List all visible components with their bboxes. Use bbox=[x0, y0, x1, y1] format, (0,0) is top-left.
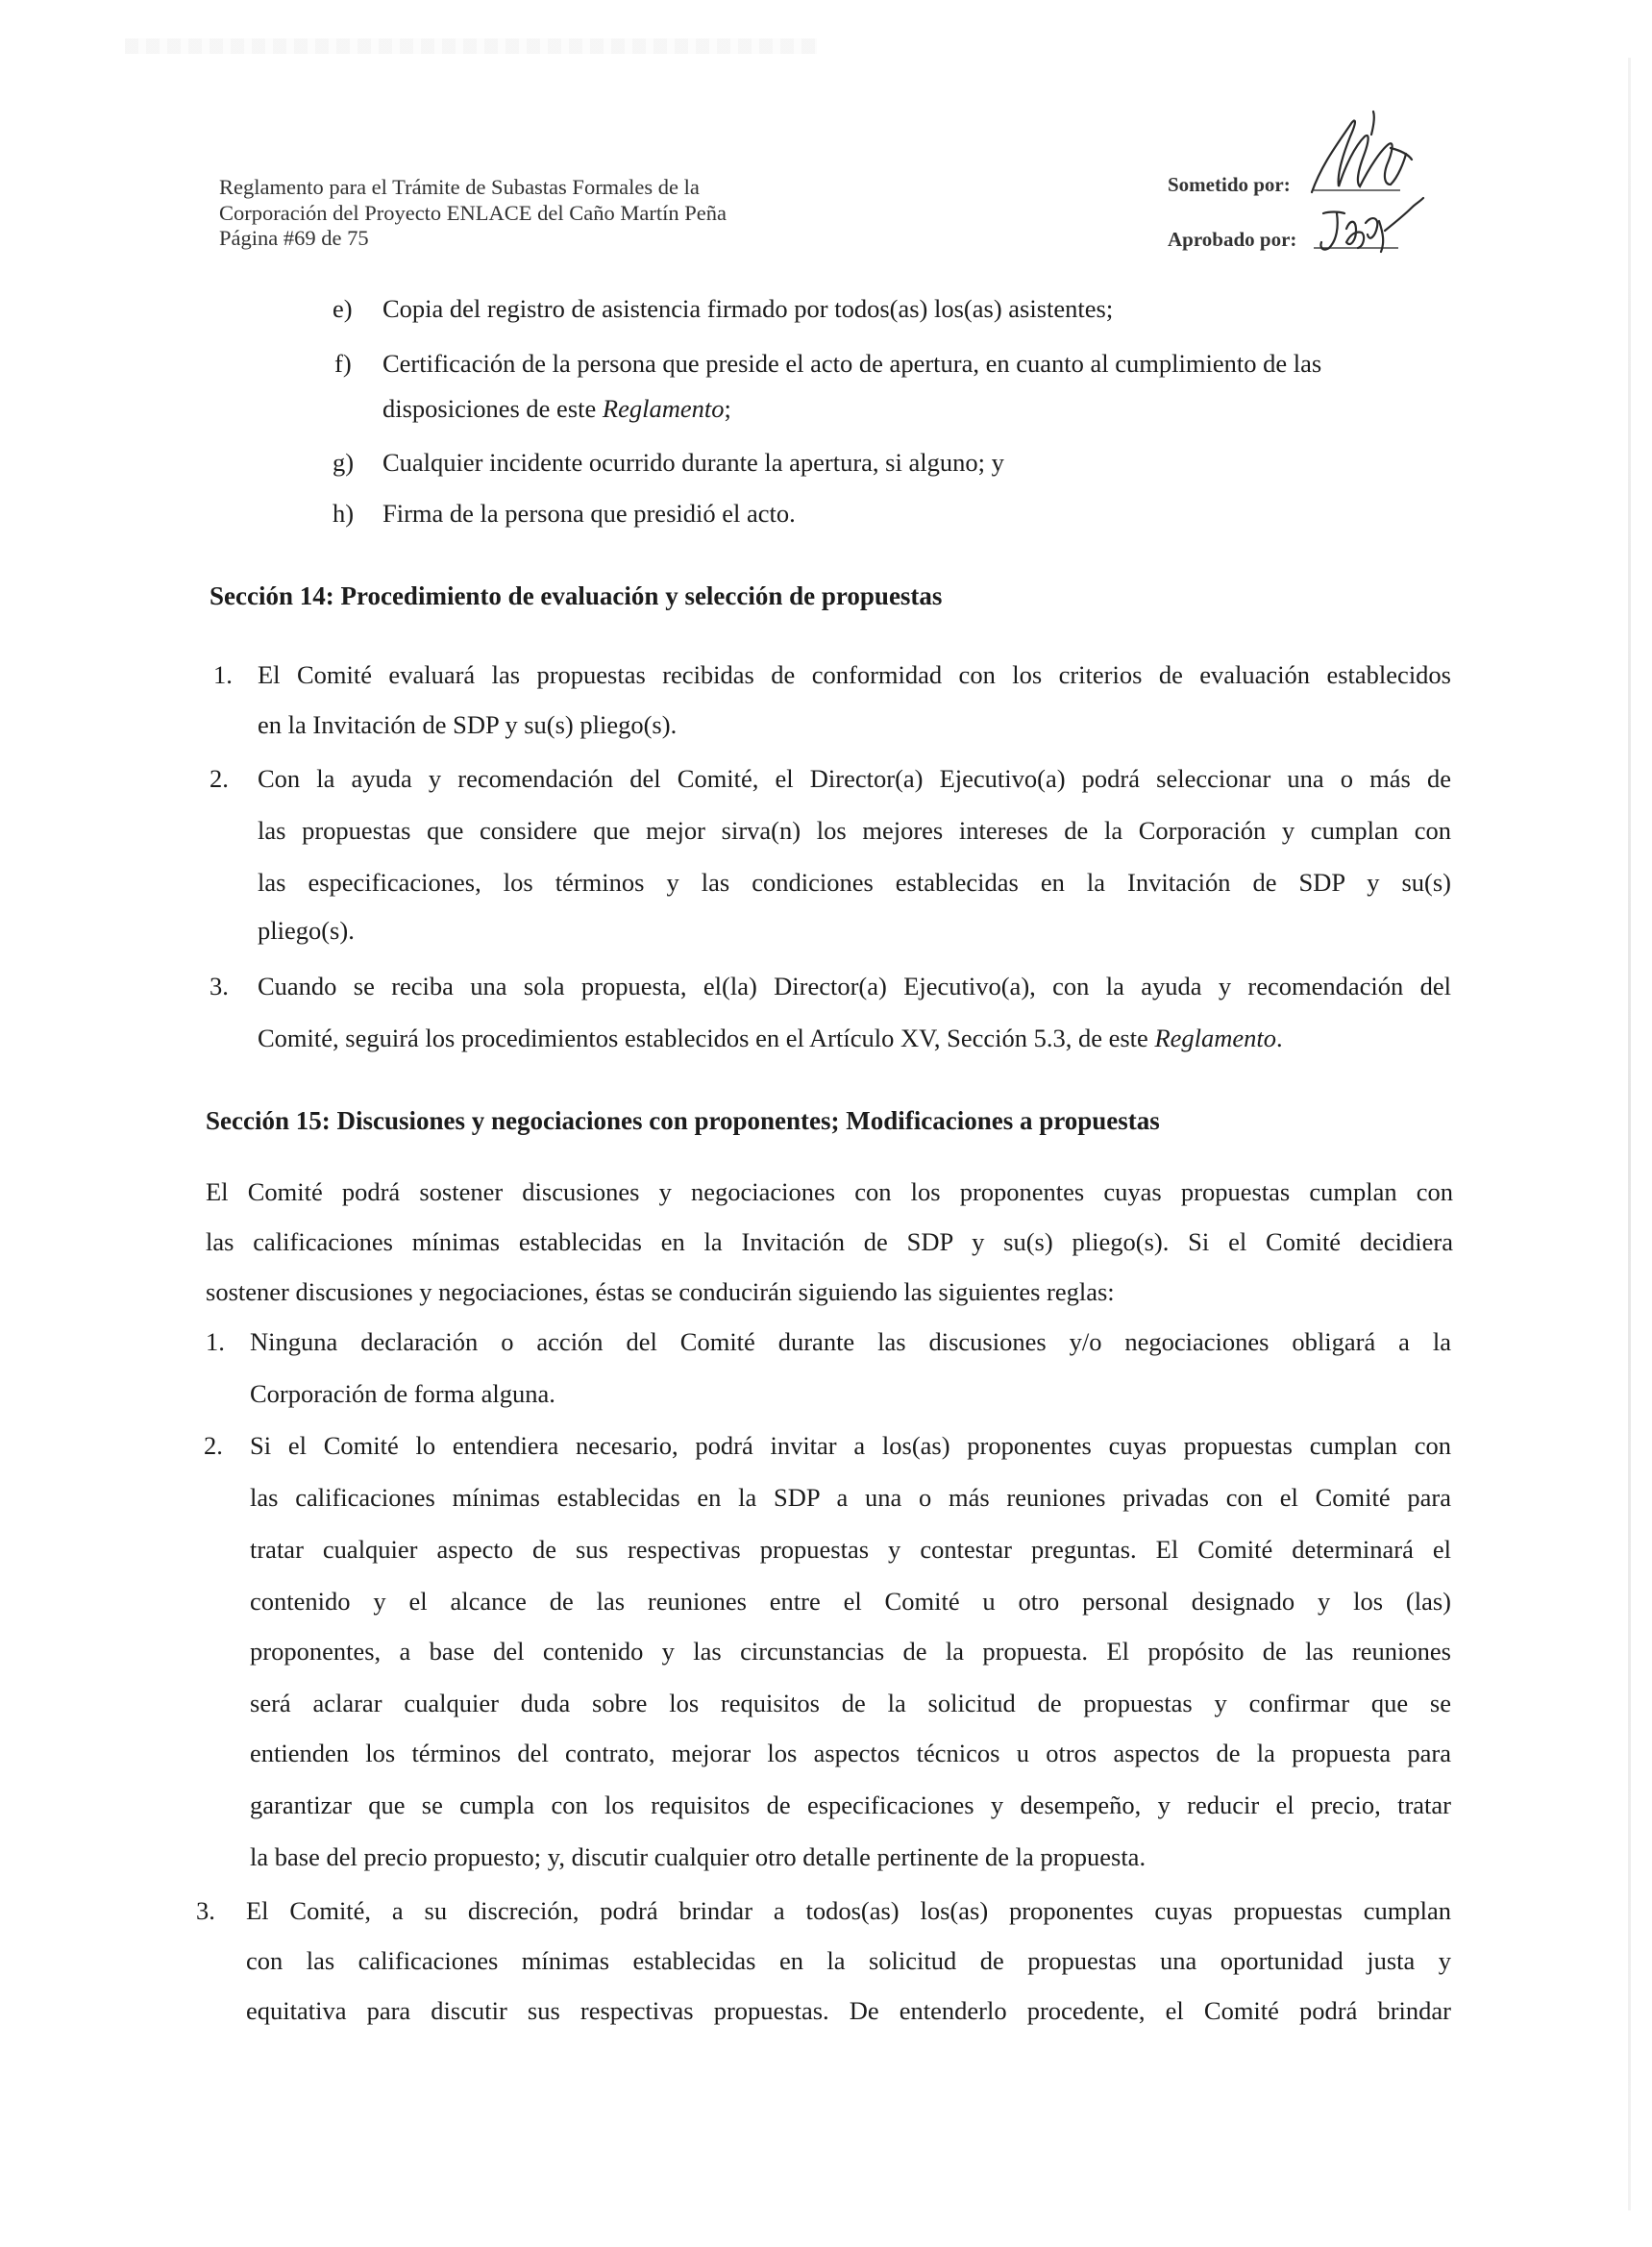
header-title-line1: Reglamento para el Trámite de Subastas Formales de la bbox=[219, 175, 700, 199]
list-item-text: Cualquier incidente ocurrido durante la apertura, si alguno; y bbox=[382, 448, 1004, 477]
paragraph-line: las calificaciones mínimas establecidas en la Invitación de SDP y su(s) pliego(s). Si el Comité decidiera bbox=[206, 1227, 1453, 1256]
section-15-heading: Sección 15: Discusiones y negociaciones con proponentes; Modificaciones a propuestas bbox=[206, 1106, 1160, 1135]
paragraph-line: sostener discusiones y negociaciones, éstas se conducirán siguiendo las siguientes reglas: bbox=[206, 1277, 1115, 1306]
list-item-text: las propuestas que considere que mejor sirva(n) los mejores intereses de la Corporación y cumplan con bbox=[258, 816, 1451, 845]
scan-artifact bbox=[125, 38, 817, 54]
sometido-label: Sometido por: bbox=[1168, 173, 1291, 196]
list-item-text: las especificaciones, los términos y las condiciones establecidas en la Invitación de SDP y su(s) bbox=[258, 868, 1451, 897]
list-item-text bbox=[258, 1021, 1283, 1055]
list-item-text: las calificaciones mínimas establecidas en la SDP a una o más reuniones privadas con el Comité para bbox=[250, 1483, 1451, 1512]
list-marker: e) bbox=[333, 294, 353, 323]
paragraph-line: El Comité podrá sostener discusiones y negociaciones con los proponentes cuyas propuestas cumplan con bbox=[206, 1177, 1453, 1206]
list-marker: 1. bbox=[206, 1327, 225, 1356]
sometido-signature bbox=[1312, 111, 1412, 192]
list-item-text: Ninguna declaración o acción del Comité durante las discusiones y/o negociaciones obligará a la bbox=[250, 1327, 1451, 1356]
text-run: ; bbox=[724, 394, 731, 423]
list-marker: g) bbox=[333, 448, 355, 477]
list-marker: 3. bbox=[210, 972, 229, 1000]
signature-marks bbox=[1168, 108, 1533, 281]
aprobado-label: Aprobado por: bbox=[1168, 228, 1297, 251]
scan-edge bbox=[1628, 58, 1631, 2210]
text-run: disposiciones de este bbox=[382, 394, 603, 423]
list-item-text: Cuando se reciba una sola propuesta, el(la) Director(a) Ejecutivo(a), con la ayuda y recomendación del bbox=[258, 972, 1451, 1000]
list-item-text: con las calificaciones mínimas establecidas en la solicitud de propuestas una oportunidad justa y bbox=[246, 1946, 1451, 1975]
list-item-text: tratar cualquier aspecto de sus respectivas propuestas y contestar preguntas. El Comité determinará el bbox=[250, 1535, 1451, 1564]
list-marker: 2. bbox=[204, 1431, 223, 1460]
reglamento-italic: Reglamento bbox=[1154, 1024, 1277, 1052]
list-item-text: Copia del registro de asistencia firmado por todos(as) los(as) asistentes; bbox=[382, 294, 1114, 323]
aprobado-signature bbox=[1320, 198, 1423, 252]
list-item-text: Con la ayuda y recomendación del Comité, el Director(a) Ejecutivo(a) podrá seleccionar una o más de bbox=[258, 764, 1451, 793]
header-title-line2: Corporación del Proyecto ENLACE del Caño Martín Peña bbox=[219, 200, 727, 225]
list-item-text bbox=[382, 391, 731, 426]
list-item-text: El Comité, a su discreción, podrá brindar a todos(as) los(as) proponentes cuyas propuestas cumplan bbox=[246, 1896, 1451, 1925]
list-item-text: Si el Comité lo entendiera necesario, podrá invitar a los(as) proponentes cuyas propuestas cumplan con bbox=[250, 1431, 1451, 1460]
list-item-text: garantizar que se cumpla con los requisitos de especificaciones y desempeño, y reducir el precio, tratar bbox=[250, 1790, 1451, 1819]
list-marker: f) bbox=[334, 349, 352, 378]
reglamento-italic: Reglamento bbox=[602, 394, 725, 423]
section-14-heading: Sección 14: Procedimiento de evaluación y selección de propuestas bbox=[210, 581, 943, 610]
running-header bbox=[219, 175, 892, 252]
header-page-number: Página #69 de 75 bbox=[219, 226, 369, 250]
list-item-text: pliego(s). bbox=[258, 916, 355, 945]
list-marker: 2. bbox=[210, 764, 229, 793]
list-item-text: contenido y el alcance de las reuniones entre el Comité u otro personal designado y los (las) bbox=[250, 1587, 1451, 1616]
list-item-text: la base del precio propuesto; y, discutir cualquier otro detalle pertinente de la propuesta. bbox=[250, 1842, 1147, 1871]
list-item-text: proponentes, a base del contenido y las circunstancias de la propuesta. El propósito de las reuniones bbox=[250, 1637, 1451, 1666]
list-item-text: Corporación de forma alguna. bbox=[250, 1379, 555, 1408]
list-item-text: entienden los términos del contrato, mejorar los aspectos técnicos u otros aspectos de la propuesta para bbox=[250, 1739, 1451, 1767]
list-marker: h) bbox=[333, 499, 355, 528]
text-run: Comité, seguirá los procedimientos establecidos en el Artículo XV, Sección 5.3, de este bbox=[258, 1024, 1155, 1052]
list-item-text: será aclarar cualquier duda sobre los requisitos de la solicitud de propuestas y confirmar que se bbox=[250, 1689, 1451, 1717]
list-marker: 1. bbox=[213, 660, 233, 689]
list-item-text: Firma de la persona que presidió el acto. bbox=[382, 499, 796, 528]
list-item-text: El Comité evaluará las propuestas recibidas de conformidad con los criterios de evaluación establecidos bbox=[258, 660, 1451, 689]
text-run: . bbox=[1276, 1024, 1283, 1052]
list-marker: 3. bbox=[196, 1896, 215, 1925]
list-item-text: equitativa para discutir sus respectivas propuestas. De entenderlo procedente, el Comité podrá brindar bbox=[246, 1996, 1451, 2025]
list-item-text: Certificación de la persona que preside el acto de apertura, en cuanto al cumplimiento de las bbox=[382, 349, 1322, 378]
list-item-text: en la Invitación de SDP y su(s) pliego(s). bbox=[258, 710, 678, 739]
approval-block bbox=[1168, 165, 1533, 271]
